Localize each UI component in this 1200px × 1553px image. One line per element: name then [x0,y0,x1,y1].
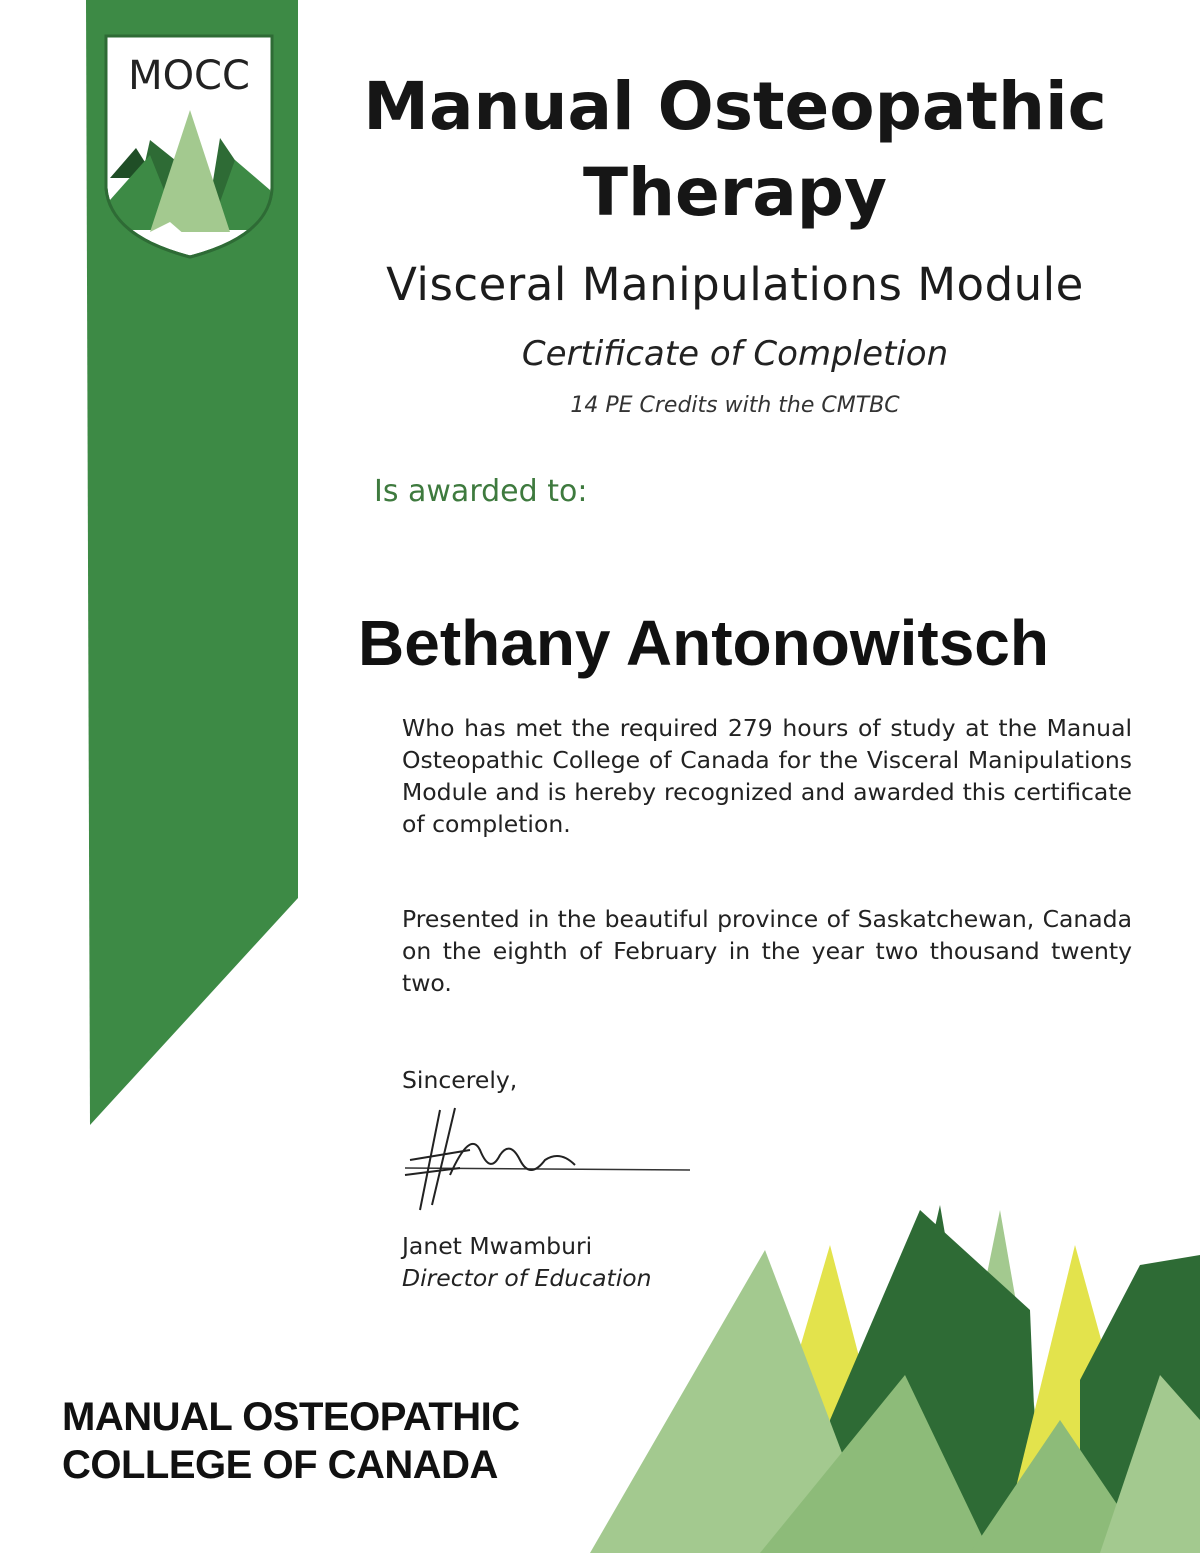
signature-mark [405,1108,690,1210]
signer-title: Director of Education [402,1264,652,1292]
signer-name: Janet Mwamburi [402,1232,593,1260]
completion-statement: Who has met the required 279 hours of study at the Manual Osteopathic College of Canada for the Visceral Manipulations Module and is hereby recognized and awarded this certificate of completion. [402,714,1132,838]
presentation-statement: Presented in the beautiful province of Saskatchewan, Canada on the eighth of February in the year two thousand twenty two. [402,905,1132,997]
college-name [62,1393,520,1489]
awarded-to-label: Is awarded to: [374,474,588,509]
certificate-label: Certificate of Completion [521,334,949,374]
college-name-line-1: MANUAL OSTEOPATHIC [62,1395,520,1439]
certificate-title [340,64,1130,236]
mocc-logo [106,36,272,257]
title-line-1: Manual Osteopathic [363,68,1107,145]
title-line-2: Therapy [582,154,888,231]
recipient-name: Bethany Antonowitsch [358,607,1049,679]
credits-note: 14 PE Credits with the CMTBC [570,393,900,418]
mountain-decoration [590,1205,1200,1553]
logo-text: MOCC [128,53,250,99]
closing-text: Sincerely, [402,1066,518,1094]
module-subtitle: Visceral Manipulations Module [386,258,1084,311]
college-name-line-2: COLLEGE OF CANADA [62,1443,498,1487]
